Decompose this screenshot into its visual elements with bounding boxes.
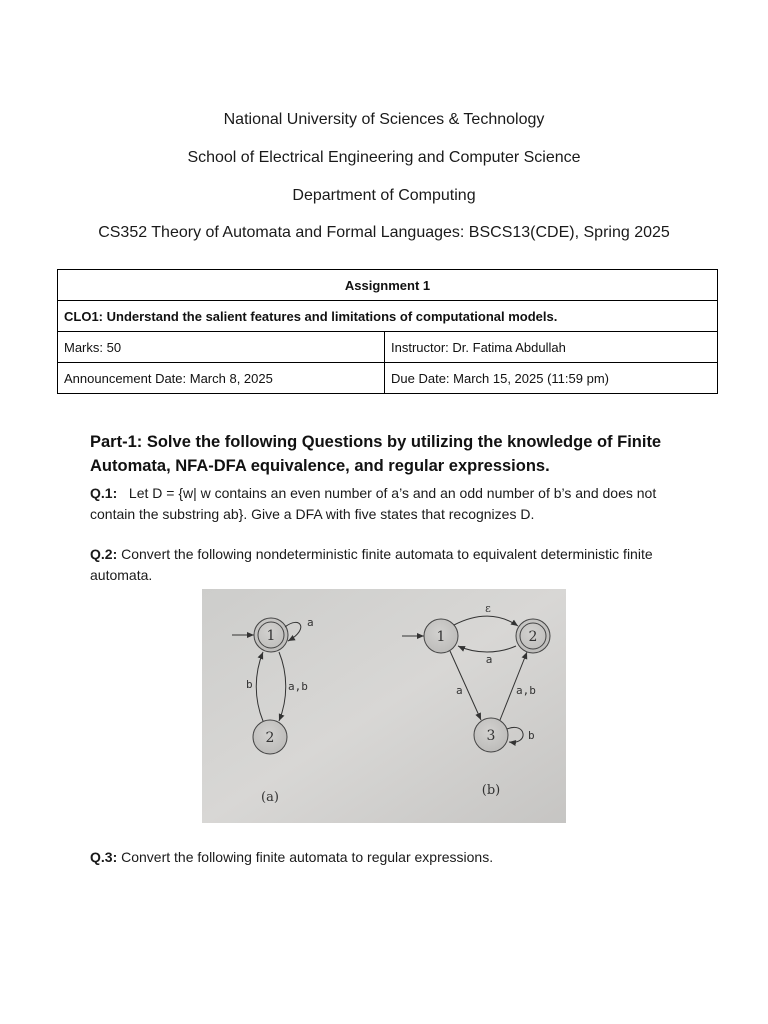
- state-b1-label: 1: [436, 629, 446, 645]
- edge-b1-b2-label: ε: [485, 602, 491, 615]
- edge-a2-a1-label: b: [246, 678, 253, 691]
- q2-label: Q.2:: [90, 546, 118, 562]
- university-name: National University of Sciences & Technology: [223, 111, 545, 128]
- photo-background: [202, 589, 566, 823]
- edge-b1-b3-label: a: [456, 684, 463, 697]
- assignment-title: Assignment 1: [58, 270, 718, 301]
- loop-a1-label: a: [307, 616, 314, 629]
- course-title: CS352 Theory of Automata and Formal Languages: BSCS13(CDE), Spring 2025: [98, 224, 670, 241]
- school-name: School of Electrical Engineering and Computer Science: [187, 149, 581, 166]
- question-1: [90, 483, 690, 525]
- assignment-info-table: [57, 269, 718, 394]
- loop-b3-label: b: [528, 729, 535, 742]
- edge-b2-b1-label: a: [485, 653, 493, 666]
- edge-b3-b2-label: a,b: [516, 684, 536, 697]
- edge-a1-a2-label: a,b: [288, 680, 308, 693]
- caption-b: (b): [481, 783, 501, 798]
- state-b2-label: 2: [528, 629, 538, 645]
- state-a1-label: 1: [266, 628, 276, 644]
- q1-label: Q.1:: [90, 485, 118, 501]
- state-b3-label: 3: [486, 728, 496, 744]
- q1-text: Let D = {w| w contains an even number of a’s and an odd number of b’s and does not contain the substring ab}. Give a DFA with five states that recognizes D.: [90, 485, 657, 522]
- state-a2-label: 2: [265, 730, 275, 746]
- marks-cell: Marks: 50: [58, 332, 385, 363]
- q2-text: Convert the following nondeterministic finite automata to equivalent deterministic finite automata.: [90, 546, 653, 583]
- clo-statement: CLO1: Understand the salient features and limitations of computational models.: [58, 301, 718, 332]
- announcement-date-cell: Announcement Date: March 8, 2025: [58, 363, 385, 394]
- caption-a: (a): [261, 790, 279, 805]
- instructor-cell: Instructor: Dr. Fatima Abdullah: [385, 332, 718, 363]
- q3-text: Convert the following finite automata to regular expressions.: [121, 849, 494, 865]
- part1-heading: Part-1: Solve the following Questions by utilizing the knowledge of Finite Automata, NFA-DFA equivalence, and regular expressions.: [90, 433, 662, 475]
- due-date-cell: Due Date: March 15, 2025 (11:59 pm): [385, 363, 718, 394]
- question-3: [90, 847, 690, 868]
- nfa-figure-photo: [202, 589, 566, 823]
- q3-label: Q.3:: [90, 849, 118, 865]
- department-name: Department of Computing: [292, 187, 476, 204]
- question-2: [90, 544, 690, 586]
